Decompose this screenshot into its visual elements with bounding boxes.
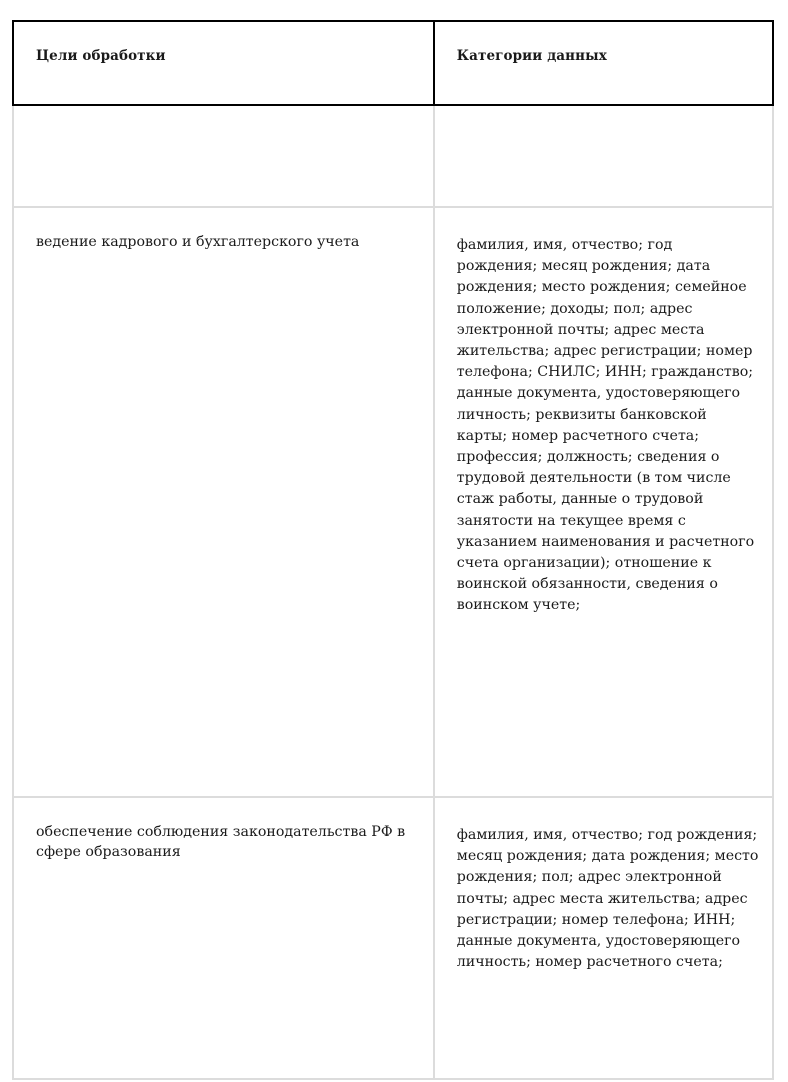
table-header-row xyxy=(12,20,774,106)
header-cell-categories xyxy=(435,22,772,104)
categories-cell xyxy=(435,106,772,206)
purpose-text: ведение кадрового и бухгалтерского учета xyxy=(36,234,360,250)
categories-text: фамилия, имя, отчество; год рождения; месяц рождения; дата рождения; место рождения; пол; адрес электронной почты; адрес места жительства; адрес регистрации; номер телефона; ИНН; данные документа, удостоверяющего личность; номер расчетного счета; xyxy=(456,827,759,971)
table-row xyxy=(12,798,774,1080)
header-cell-purposes xyxy=(14,22,435,104)
purpose-text: обеспечение соблюдения законодательства РФ в сфере образования xyxy=(36,824,406,860)
categories-cell xyxy=(435,208,772,796)
purpose-cell xyxy=(14,798,435,1078)
purpose-cell xyxy=(14,106,435,206)
data-processing-table xyxy=(12,20,774,1080)
purpose-cell xyxy=(14,208,435,796)
header-purposes-label: Цели обработки xyxy=(36,48,166,64)
table-row xyxy=(12,106,774,208)
header-categories-label: Категории данных xyxy=(456,48,607,64)
table-row xyxy=(12,208,774,798)
categories-text: фамилия, имя, отчество; год рождения; месяц рождения; дата рождения; место рождения; семейное положение; доходы; пол; адрес электронной почты; адрес места жительства; адрес регистрации; номер телефона; СНИЛС; ИНН; гражданство; данные документа, удостоверяющего личность; реквизиты банковской карты; номер расчетного счета; профессия; должность; сведения о трудовой деятельности (в том числе стаж работы, данные о трудовой занятости на текущее время с указанием наименования и расчетного счета организации); отношение к воинской обязанности, сведения о воинском учете; xyxy=(456,237,755,614)
categories-cell xyxy=(435,798,772,1078)
